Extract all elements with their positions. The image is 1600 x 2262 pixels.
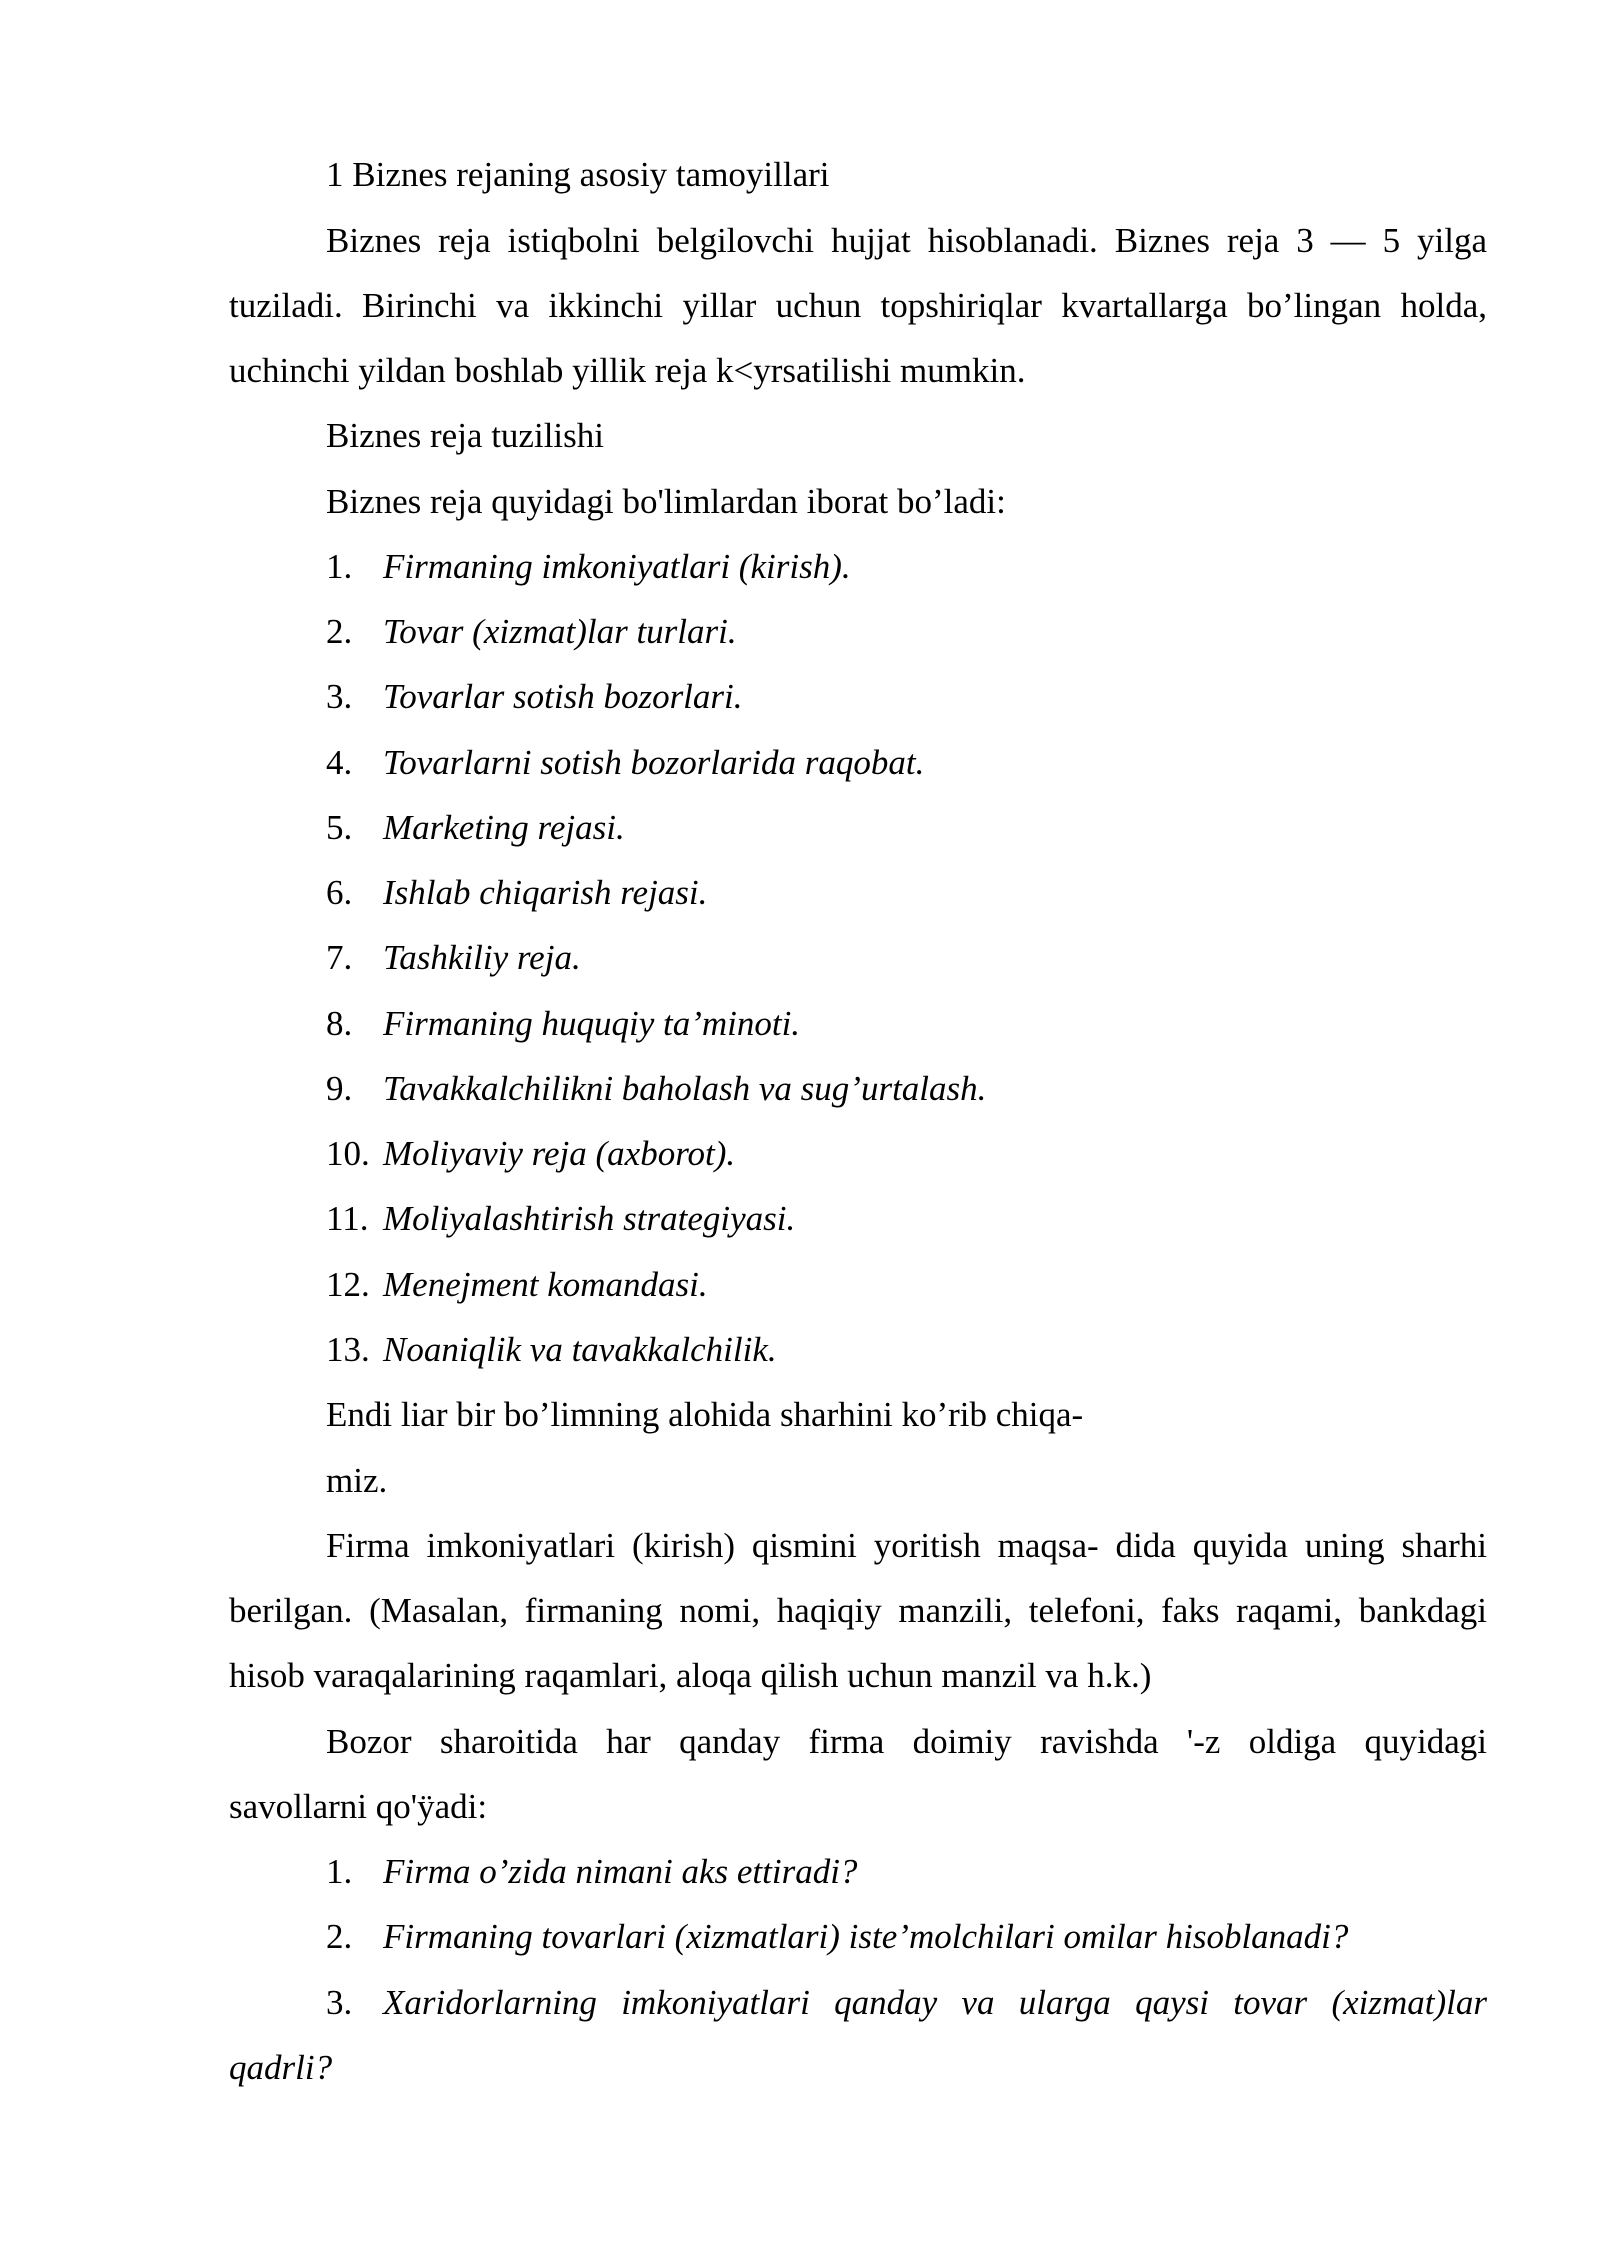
paragraph-line: uchinchi yildan boshlab yillik reja k<yrsatilishi mumkin. xyxy=(229,351,1026,390)
list-item xyxy=(326,1071,986,1106)
question-item xyxy=(326,1919,1348,1954)
list-number: 10. xyxy=(326,1134,370,1173)
paragraph-line: Biznes reja istiqbolni belgilovchi hujjat hisoblanadi. Biznes reja 3 — 5 yilga xyxy=(326,221,1487,260)
paragraph-line: miz. xyxy=(326,1461,388,1500)
question-item xyxy=(326,1854,857,1889)
list-text: Tashkiliy reja. xyxy=(383,938,581,977)
list-item xyxy=(326,875,707,910)
list-item xyxy=(326,1136,735,1171)
list-number: 9. xyxy=(326,1069,353,1108)
question-item xyxy=(326,1985,1487,2020)
list-item xyxy=(326,614,737,649)
list-number: 1. xyxy=(326,547,353,586)
list-text: Firmaning huquqiy ta’minoti. xyxy=(383,1004,801,1043)
question-number: 2. xyxy=(326,1917,353,1956)
paragraph-line: berilgan. (Masalan, firmaning nomi, haqiqiy manzili, telefoni, faks raqami, bankdagi xyxy=(229,1591,1487,1630)
list-number: 3. xyxy=(326,677,353,716)
list-item xyxy=(326,810,625,845)
list-number: 7. xyxy=(326,938,353,977)
list-item xyxy=(326,1332,777,1367)
list-number: 8. xyxy=(326,1004,353,1043)
list-text: Tovarlar sotish bozorlari. xyxy=(383,677,743,716)
list-number: 12. xyxy=(326,1265,370,1304)
question-continuation: qadrli? xyxy=(229,2048,333,2087)
list-number: 5. xyxy=(326,808,353,847)
list-text: Moliyaviy reja (axborot). xyxy=(383,1134,736,1173)
paragraph-line: hisob varaqalarining raqamlari, aloqa qilish uchun manzil va h.k.) xyxy=(229,1656,1152,1695)
list-number: 4. xyxy=(326,743,353,782)
list-item xyxy=(326,745,924,780)
list-number: 2. xyxy=(326,612,353,651)
list-number: 11. xyxy=(326,1199,369,1238)
list-text: Tovar (xizmat)lar turlari. xyxy=(383,612,737,651)
list-item xyxy=(326,679,743,714)
list-item xyxy=(326,1267,708,1302)
list-text: Moliyalashtirish strategiyasi. xyxy=(383,1199,796,1238)
list-text: Firmaning imkoniyatlari (kirish). xyxy=(383,547,851,586)
question-text: Firma o’zida nimani aks ettiradi? xyxy=(383,1852,858,1891)
paragraph-line: Bozor sharoitida har qanday firma doimiy ravishda '-z oldiga quyidagi xyxy=(326,1722,1487,1761)
list-item xyxy=(326,940,581,975)
list-text: Noaniqlik va tavakkalchilik. xyxy=(383,1330,777,1369)
paragraph-line: Firma imkoniyatlari (kirish) qismini yoritish maqsa- dida quyida uning sharhi xyxy=(326,1526,1487,1565)
paragraph-line: Endi liar bir bo’limning alohida sharhini ko’rib chiqa- xyxy=(326,1395,1084,1434)
structure-title: Biznes reja tuzilishi xyxy=(326,416,604,455)
list-text: Ishlab chiqarish rejasi. xyxy=(383,873,708,912)
structure-intro: Biznes reja quyidagi bo'limlardan iborat bo’ladi: xyxy=(326,482,1006,521)
list-text: Menejment komandasi. xyxy=(383,1265,708,1304)
question-text: Xaridorlarning imkoniyatlari qanday va ularga qaysi tovar (xizmat)lar xyxy=(383,1983,1487,2022)
paragraph-line: tuziladi. Birinchi va ikkinchi yillar uchun topshiriqlar kvartallarga bo’lingan holda, xyxy=(229,286,1487,325)
list-number: 6. xyxy=(326,873,353,912)
list-item xyxy=(326,1201,795,1236)
section-heading: 1 Biznes rejaning asosiy tamoyillari xyxy=(326,155,830,194)
list-item xyxy=(326,1006,800,1041)
paragraph-line: savollarni qo'ÿadi: xyxy=(229,1787,488,1826)
question-number: 3. xyxy=(326,1983,353,2022)
list-text: Marketing rejasi. xyxy=(383,808,625,847)
list-number: 13. xyxy=(326,1330,370,1369)
question-text: Firmaning tovarlari (xizmatlari) iste’molchilari omilar hisoblanadi? xyxy=(383,1917,1349,1956)
list-text: Tovarlarni sotish bozorlarida raqobat. xyxy=(383,743,925,782)
list-text: Tavakkalchilikni baholash va sug’urtalash. xyxy=(383,1069,987,1108)
list-item xyxy=(326,549,851,584)
question-number: 1. xyxy=(326,1852,353,1891)
